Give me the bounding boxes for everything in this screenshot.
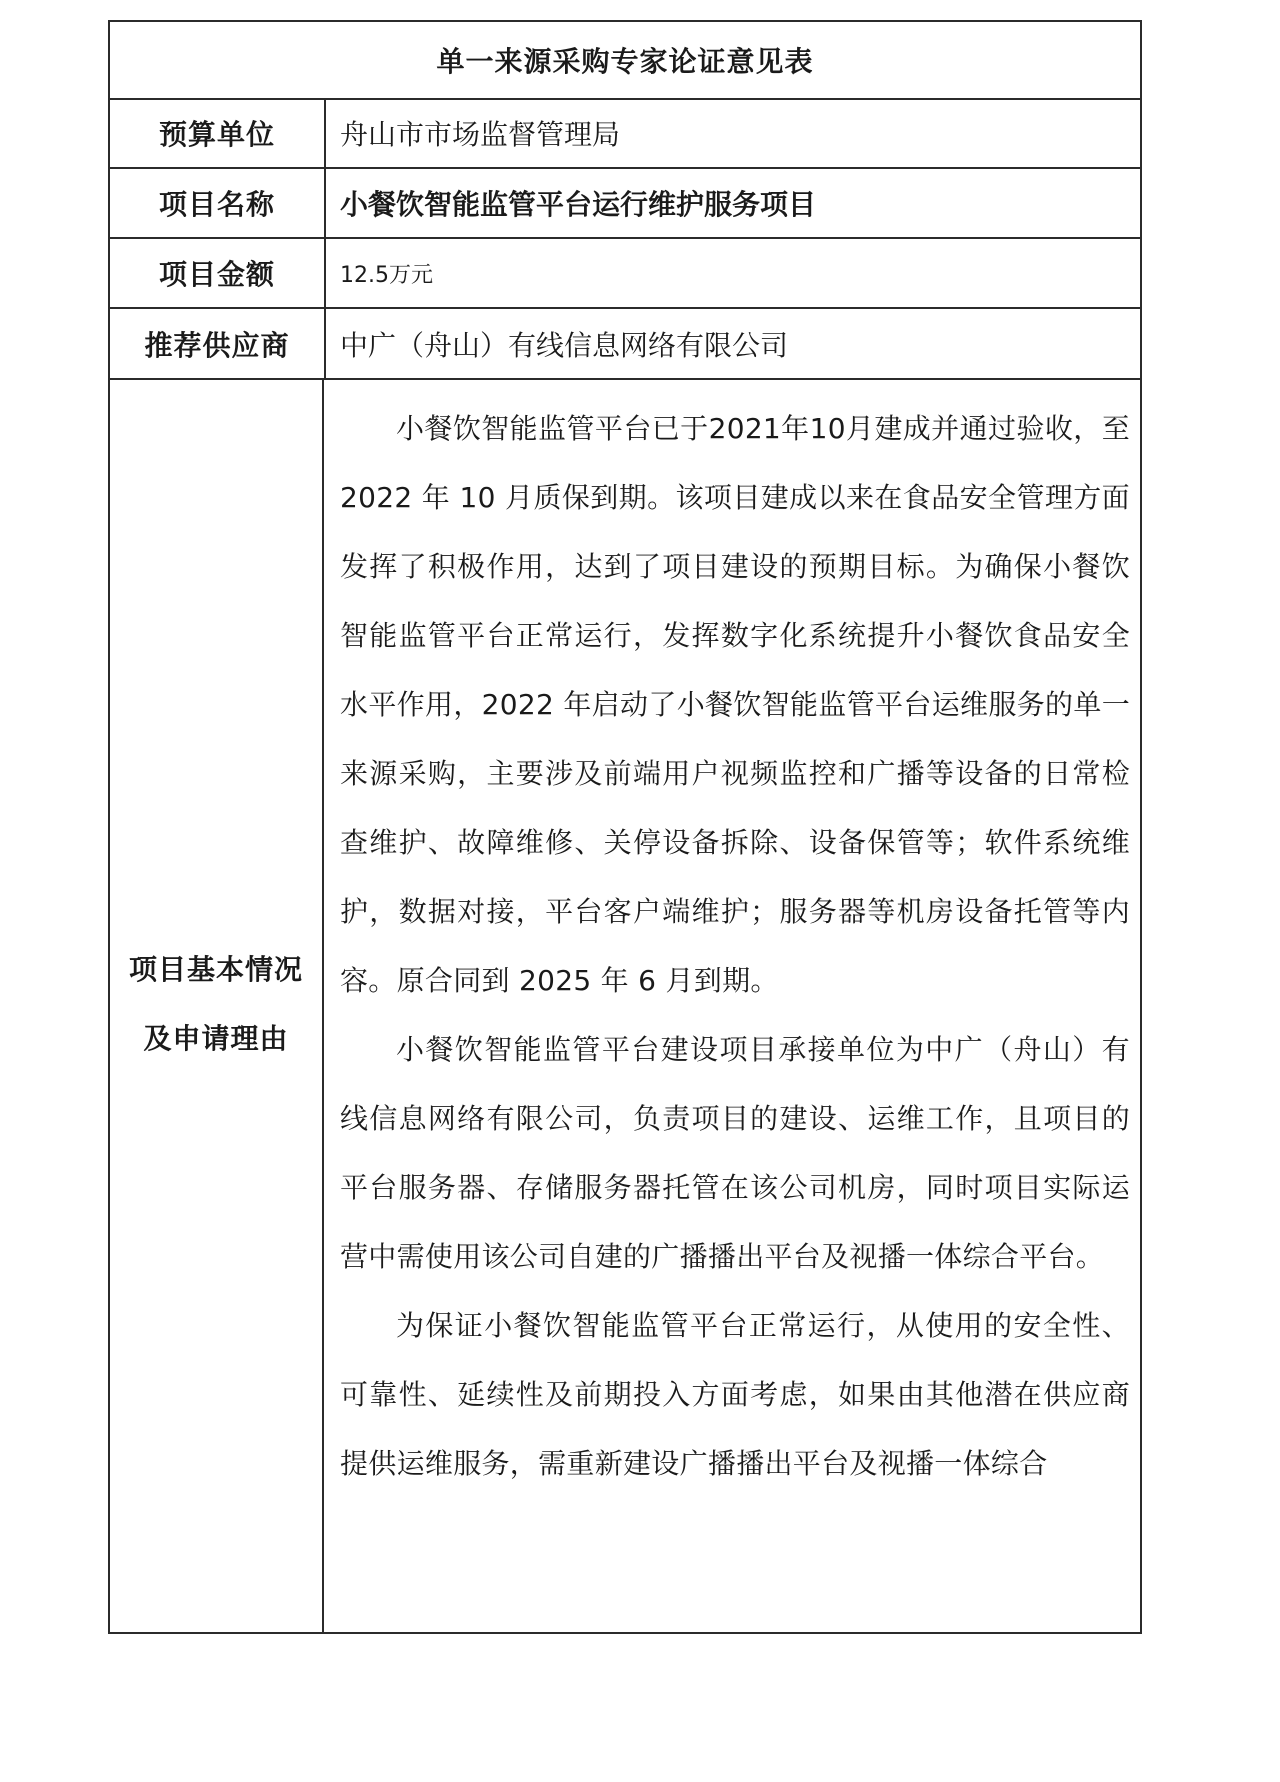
row-budget-unit	[110, 98, 1140, 169]
basic-info-content	[340, 394, 1130, 1498]
basic-info-label	[110, 935, 322, 1073]
budget-unit-value: 舟山市市场监督管理局	[340, 117, 621, 151]
project-name-value: 小餐饮智能监管平台运行维护服务项目	[340, 188, 817, 221]
recommended-supplier-value: 中广（舟山）有线信息网络有限公司	[340, 328, 789, 362]
project-amount-value: 12.5万元	[340, 262, 433, 288]
expert-opinion-form	[108, 20, 1142, 1634]
row-recommended-supplier	[110, 309, 1140, 380]
row-project-amount	[110, 239, 1140, 309]
recommended-supplier-label: 推荐供应商	[110, 309, 326, 378]
basic-info-label-cell	[110, 380, 324, 1632]
budget-unit-label: 预算单位	[110, 98, 326, 167]
row-basic-info	[110, 380, 1140, 1632]
basic-info-paragraph: 小餐饮智能监管平台建设项目承接单位为中广（舟山）有线信息网络有限公司，负责项目的建设、运维工作，且项目的平台服务器、存储服务器托管在该公司机房，同时项目实际运营中需使用该公司自建的广播播出平台及视播一体综合平台。	[340, 1033, 1130, 1273]
basic-info-paragraph: 为保证小餐饮智能监管平台正常运行，从使用的安全性、可靠性、延续性及前期投入方面考虑，如果由其他潜在供应商提供运维服务，需重新建设广播播出平台及视播一体综合	[340, 1309, 1130, 1480]
project-amount-label: 项目金额	[110, 239, 326, 307]
basic-info-label-line2: 及申请理由	[143, 1022, 289, 1055]
basic-info-label-line1: 项目基本情况	[128, 953, 303, 986]
form-title: 单一来源采购专家论证意见表	[110, 22, 1140, 100]
project-name-label: 项目名称	[110, 169, 326, 237]
basic-info-paragraph: 小餐饮智能监管平台已于2021年10月建成并通过验收，至 2022 年 10 月质保到期。该项目建成以来在食品安全管理方面发挥了积极作用，达到了项目建设的预期目标。为确保小餐饮智能监管平台正常运行，发挥数字化系统提升小餐饮食品安全水平作用，2022 年启动了小餐饮智能监管平台运维服务的单一来源采购，主要涉及前端用户视频监控和广播等设备的日常检查维护、故障维修、关停设备拆除、设备保管等；软件系统维护，数据对接，平台客户端维护；服务器等机房设备托管等内容。原合同到 2025 年 6 月到期。	[340, 412, 1130, 997]
row-project-name	[110, 169, 1140, 239]
